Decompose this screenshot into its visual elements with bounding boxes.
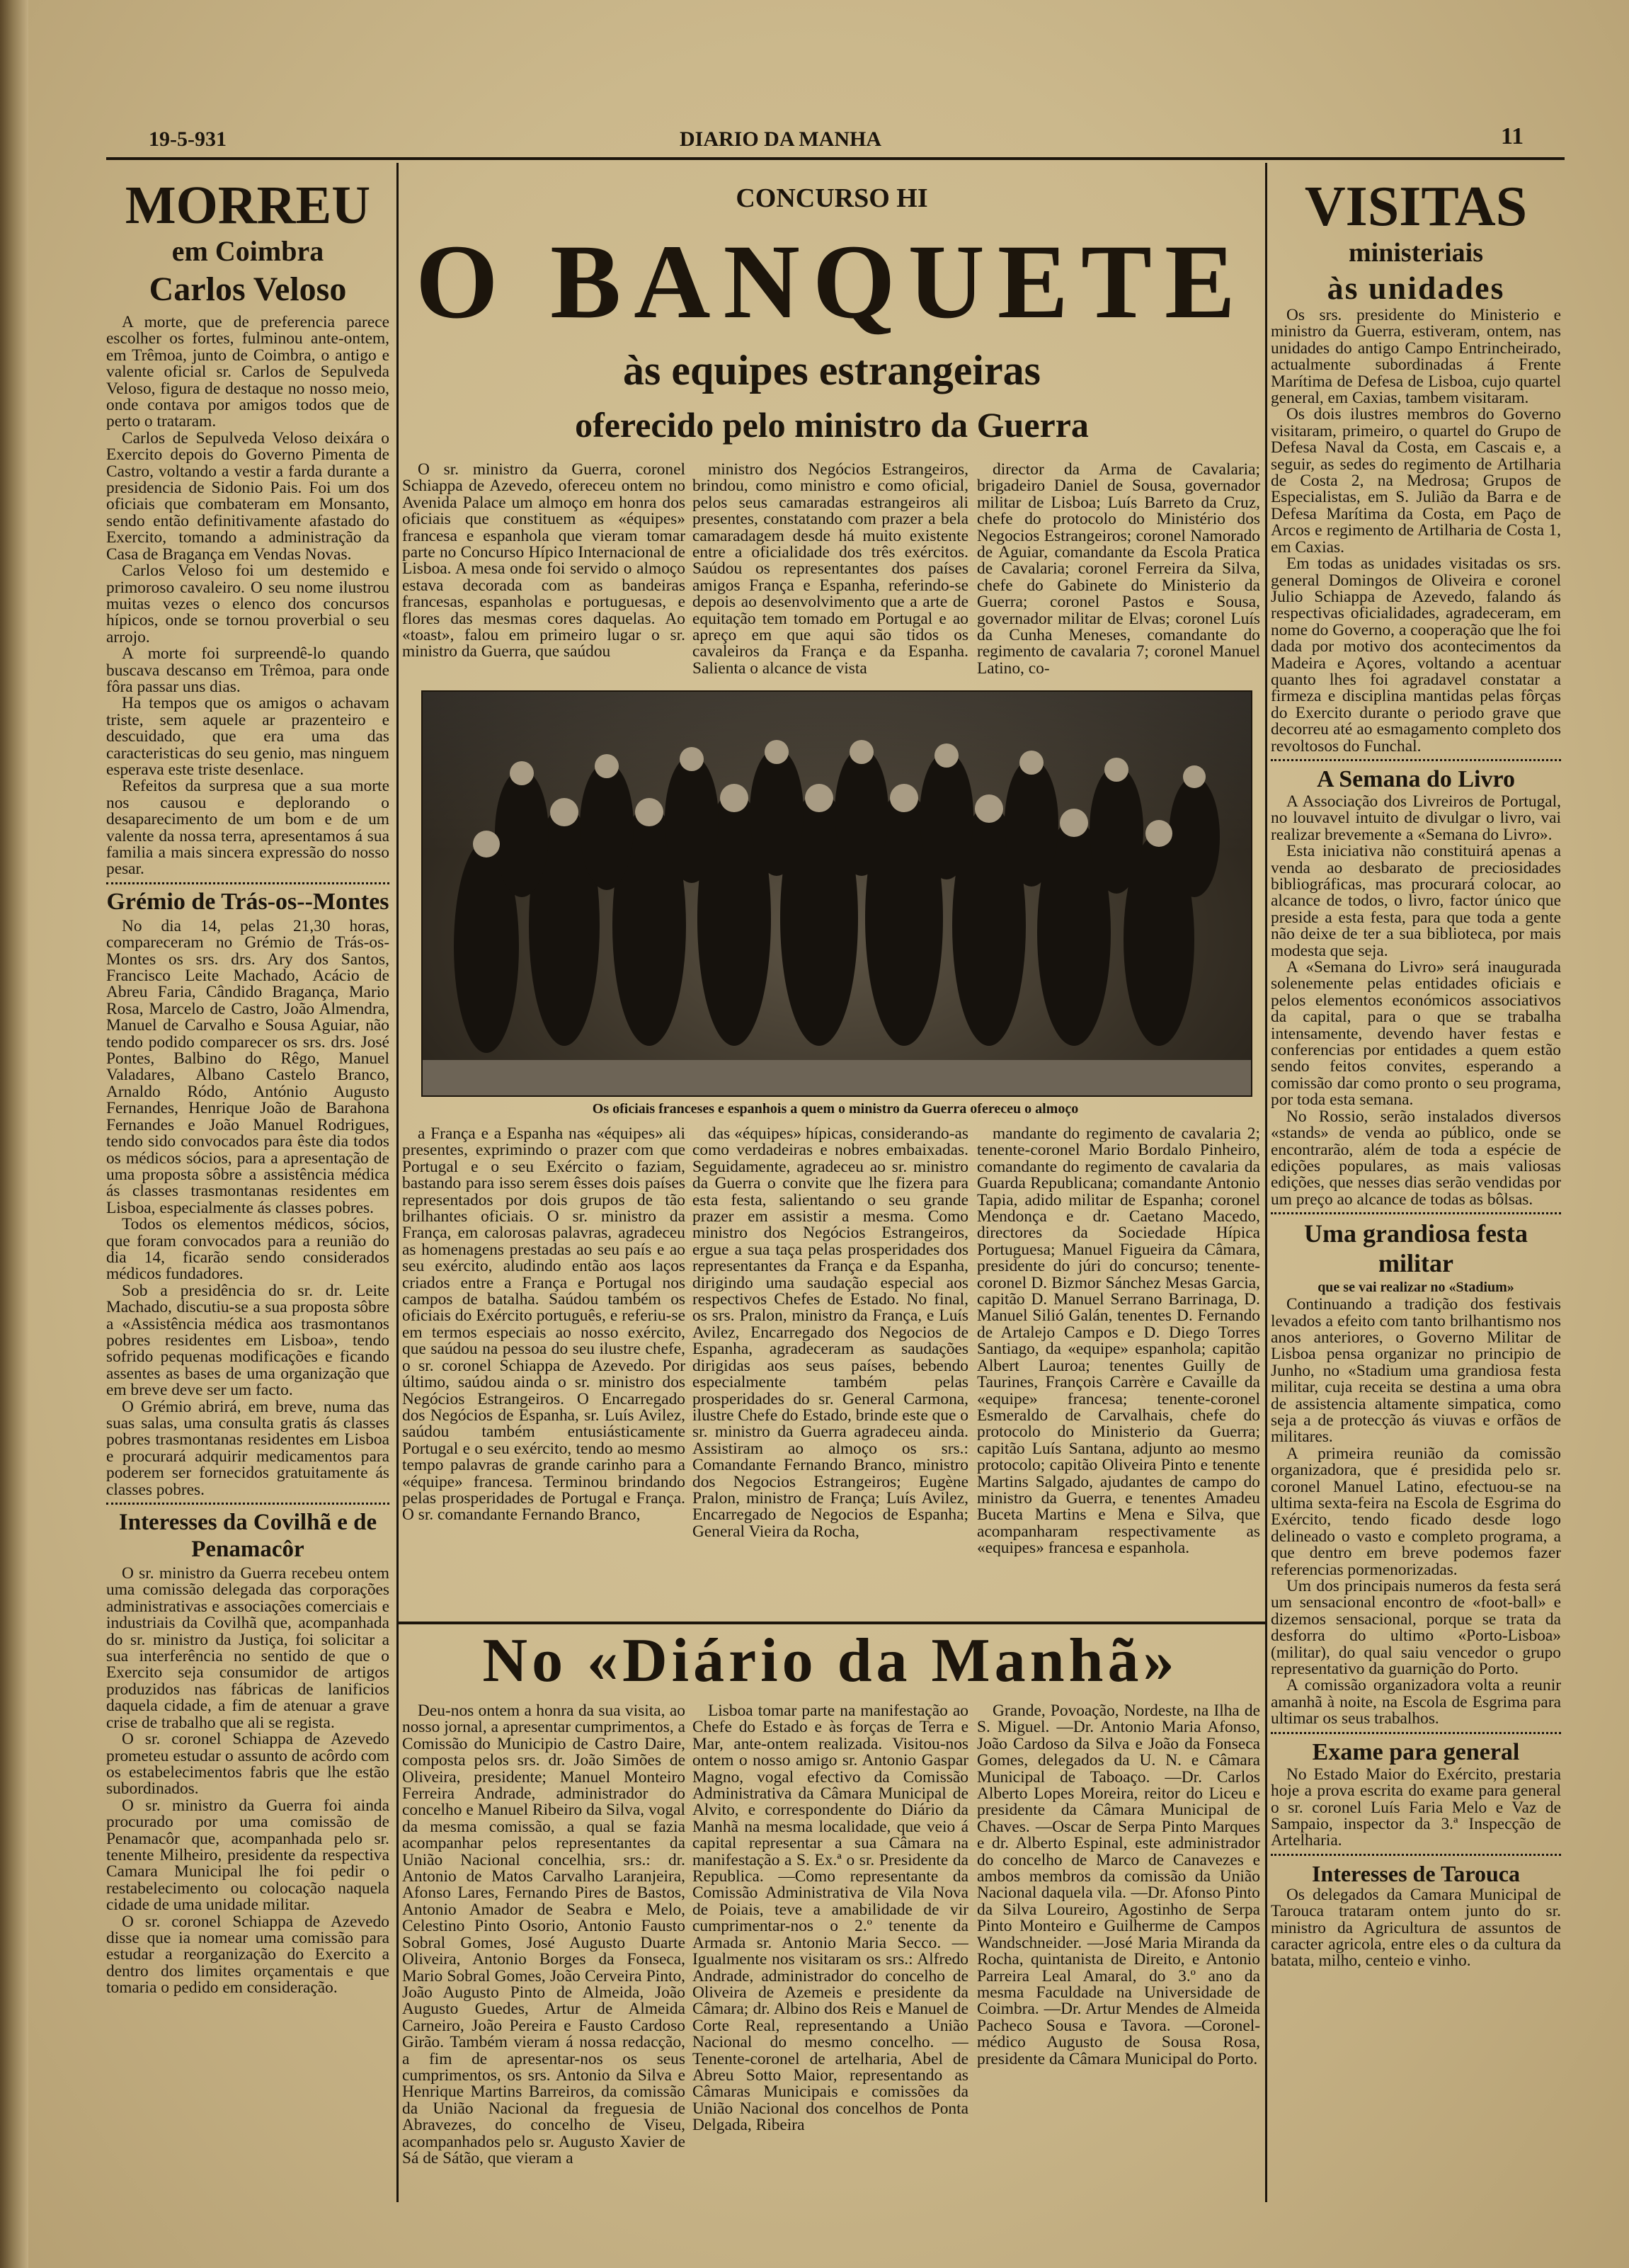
paragraph: No dia 14, pelas 21,30 horas, compareceram no Grémio de Trás-os-Montes os srs. drs. Ary dos Santos, Francisco Leite Machado, Acácio de Abreu Faria, Cândido Bragança, Mario Rosa, Marcelo de Castro, João Almendra, Manuel de Carvalho e Sousa Aguiar, não tendo podido comparecer os srs. drs. José Pontes, Balbino do Rêgo, Manuel Valadares, Albano Castelo Branco, Arnaldo Ródo, António Augusto Fernandes, Henrique João de Barahona Fernandes e João Manuel Rodrigues, tendo sido convocados para êste dia todos os médicos sócios, para a apresentação de uma proposta sôbre a assistência médica ás classes trasmontanas residentes em Lisboa, especialmente ás classes pobres. [106,916,389,1217]
paragraph: Os srs. presidente do Ministerio e ministro da Guerra, estiveram, ontem, nas unidades do antigo Campo Entrincheirado, actualmente subordinadas á Frente Marítima de Defesa de Lisboa, cujo quartel general, em Caxias, tambem visitaram. [1271,306,1561,408]
right-column [1271,177,1561,2202]
visitas-body [1271,307,1561,755]
paragraph: mandante do regimento de cavalaria 2; tenente-coronel Mario Bordalo Pinheiro, comandante do regimento de cavalaria da Guarda Republicana; comandante Antonio Tapia, adido militar de Espanha; coronel Mendonça e dr. Caetano Macedo, directores da Sociedade Hípica Portuguesa; Manuel Figueira da Câmara, presidente do júri do concurso; tenente-coronel D. Bizmor Sánchez Mesas Garcia, capitão D. Manuel Serrano Barrinaga, D. Manuel Silió Galán, tenentes D. Fernando de Artalejo Campos e D. Diego Torres Santiago, da «equipe» espanhola; capitão Albert Lauroa; tenentes Guilly de Taurines, François Carrère e Cavaille da «equipe» francesa; tenente-coronel Esmeraldo de Carvalhais, chefe do protocolo do Ministerio da Guerra; capitão Luís Santana, adjunto ao mesmo protocolo; capitão Oliveira Pinto e tenente Martins Salgado, ajudantes de campo do ministro da Guerra, e tenentes Amadeu Buceta Martins e Mena e Silva, que acompanharam respectivamente as «equipes» francesa e espanhola. [977,1126,1260,1558]
tarouca-body [1271,1887,1561,1970]
headline-tarouca: Interesses de Tarouca [1312,1860,1520,1886]
section-divider [106,882,389,884]
diario-col-1 [402,1703,685,2199]
photo-caption: Os oficiais franceses e espanhois a quem o ministro da Guerra ofereceu o almoço [592,1101,1079,1117]
headline-morreu: MORREU [125,177,371,235]
paragraph: ministro dos Negócios Estrangeiros, brindou, como ministro e como oficial, pelos seus camaradas estrangeiros ali presentes, constatando com prazer a bela camaradagem desde há muito existente entre a oficialidade dos três exércitos. Saúdou os representantes dos países amigos França e Espanha, referindo-se depois ao desenvolvimento que a arte de equitação tem tomado em Portugal e ao apreço em que aqui são tidos os cavaleiros da França e da Espanha. Salienta o alcance de vista [692,462,968,678]
banquete-col-5 [692,1126,968,1614]
banquete-col-2 [692,462,968,681]
paragraph: director da Arma de Cavalaria; brigadeiro Daniel de Sousa, governador militar de Lisboa; Luís Barreto da Cruz, chefe do protocolo do Ministério dos Negocios Estrangeiros; coronel Namorado de Aguiar, comandante da Escola Pratica de Cavalaria; coronel Ferreira da Silva, chefe do Gabinete do Ministerio da Guerra; coronel Pastos e Sousa, governador militar de Elvas; coronel Luís da Cunha Meneses, comandante do regimento de cavalaria 7; coronel Manuel Latino, co- [977,462,1260,678]
paragraph: A «Semana do Livro» será inaugurada solenemente pelas entidades oficiais e pelos elementos económicos associativos da capital, para o que se trabalha intensamente, devendo haver festas e conferencias por entidades a quem estão sendo feitos convites, esperando a comissão dar como pronto o seu programa, por toda esta semana. [1271,958,1561,1110]
obituary-body [106,314,389,878]
group-photo-figures [423,692,1251,1095]
section-divider [1271,1732,1561,1734]
banquete-col-4 [402,1126,685,1614]
kicker-concurso: CONCURSO HI [736,183,928,213]
kicker-stadium: que se vai realizar no «Stadium» [1318,1280,1514,1296]
paragraph: A morte, que de preferencia parece escolher os fortes, fulminou ante-ontem, em Trêmoa, junto de Coimbra, o antigo e valente oficial sr. Carlos de Sepulveda Veloso, figura de destaque no nosso meio, onde contava por amigos todos que de perto o trataram. [106,313,389,431]
right-column-rule [1265,163,1267,2202]
paragraph: O sr. ministro da Guerra, coronel Schiappa de Azevedo, ofereceu ontem no Avenida Palace um almoço em honra dos oficiais que constituem as «équipes» francesa e espanhola que vieram tomar parte no Concurso Hípico Internacional de Lisboa. A mesa onde foi servido o almoço estava decorada com as bandeiras francesas, espanholas e portuguesas, e flores das mesmas cores daquelas. Ao «toast», falou em primeiro lugar o sr. ministro da Guerra, que saúdou [402,462,685,661]
subhead-unidades: às unidades [1327,270,1505,306]
covilha-body [106,1566,389,1997]
paragraph: O sr. coronel Schiappa de Azevedo disse que ia nomear uma comissão para estudar a reorganização do Exercito a dentro dos limites orçamentais e que tomaria o pedido em consideração. [106,1912,389,1998]
headline-gremio: Grémio de Trás-os--Montes [106,888,389,915]
group-photo [421,690,1252,1097]
paragraph: Carlos Veloso foi um destemido e primoroso cavaleiro. O seu nome ilustrou muitas vezes o elenco dos concursos hípicos, onde se tornou proverbial o seu arrojo. [106,562,389,646]
section-divider [1271,759,1561,761]
paragraph: Todos os elementos médicos, sócios, que foram convocados para a reunião do dia 14, ficarão sendo considerados médicos fundadores. [106,1215,389,1284]
paragraph: A morte foi surpreendê-lo quando buscava descanso em Trêmoa, para onde fôra passar uns dias. [106,644,389,696]
gremio-body [106,918,389,1498]
banquete-col-1 [402,462,685,681]
subhead-equipes: às equipes estrangeiras [623,347,1041,394]
headline-o-banquete: O BANQUETE [415,223,1249,341]
paragraph: A comissão organizadora volta a reunir amanhã à noite, na Escola de Esgrima para ultimar os seus trabalhos. [1271,1676,1561,1728]
paragraph: O Grémio abrirá, em breve, numa das suas salas, uma consulta gratis ás classes pobres trasmontanas residentes em Lisboa e procurará adquirir medicamentos para poderem ser fornecidos gratuitamente ás classes pobres. [106,1397,389,1499]
paragraph: Os dois ilustres membros do Governo visitaram, primeiro, o quartel do Grupo de Defesa Naval da Costa, em Cascais e, a seguir, as sedes do regimento de Artilharia de Costa 2, na Medrosa; Grupos de Especialistas, em S. Julião da Barra e de Defesa Marítima da Costa, em Paço de Arcos e regimento de Artilharia de Costa 1, em Caxias. [1271,405,1561,557]
paragraph: Um dos principais numeros da festa será um sensacional encontro de «foot-ball» e dizemos sensacional, porque se trata da desforra do ultimo «Porto-Lisboa» (militar), do qual saiu vencedor o grupo representativo da guarnição do Porto. [1271,1577,1561,1679]
header-rule [106,157,1565,160]
subhead-carlos-veloso: Carlos Veloso [149,270,347,308]
subhead-em-coimbra: em Coimbra [171,235,324,267]
banquete-col-3 [977,462,1260,681]
paragraph: O sr. ministro da Guerra foi ainda procurado por uma comissão de Penamacôr que, acompanhada pelo sr. tenente Milheiro, presidente da respectiva Camara Municipal lhe foi pedir o restabelecimento ou colocação naquela cidade de uma unidade militar. [106,1796,389,1915]
paragraph: Lisboa tomar parte na manifestação ao Chefe do Estado e às forças de Terra e Mar, ante-ontem realizada. Visitou-nos ontem o nosso amigo sr. Antonio Gaspar Magno, vogal efectivo da Comissão Administrativa da Câmara Municipal de Alvito, e correspondente do Diário da Manhã na mesma localidade, que veio á capital representar a sua Câmara na manifestação a S. Ex.ª o sr. Presidente da Republica. —Como representante da Comissão Administrativa de Vila Nova de Poiais, teve a amabilidade de vir cumprimentar-nos o 2.º tenente da Armada sr. Antonio Maria Secco. —Igualmente nos visitaram os srs.: Alfredo Andrade, administrador do concelho de Oliveira de Azemeis e presidente da Câmara; dr. Albino dos Reis e Manuel de Corte Real, representando a União Nacional do mesmo concelho. — Tenente-coronel de artelharia, Abel de Abreu Sotto Maior, representando as Câmaras Municipais e comissões da União Nacional dos concelhos de Ponta Delgada, Ribeira [692,1703,968,2135]
paragraph: Carlos de Sepulveda Veloso deixára o Exercito depois do Governo Pimenta de Castro, voltando a vestir a farda durante a presidencia de Sidonio Pais. Foi um dos oficiais que combateram em Monsanto, sendo então definitivamente afastado do Exercito, tomando a administração da Casa de Bragança em Vendas Novas. [106,428,389,564]
paragraph: Esta iniciativa não constituirá apenas a venda ao desbarato de preciosidades bibliográficas, mas procurará colocar, ao alcance de todos, o livro, factor único que preside a esta festa, para que toda a gente não deixe de ter a sua biblioteca, por mais modesta que seja. [1271,842,1561,960]
paragraph: Os delegados da Camara Municipal de Tarouca trataram ontem junto do sr. ministro da Agricultura de assuntos de caracter agricola, entre eles o da cultura da batata, milho, centeio e vinho. [1271,1885,1561,1971]
binding-spine [0,0,28,2268]
headline-covilha: Interesses da Covilhã e de Penamacôr [118,1510,377,1563]
issue-date: 19-5-931 [149,127,227,151]
left-column [106,177,389,2202]
subhead-ministeriais: ministeriais [1349,238,1483,268]
section-divider [106,1503,389,1505]
headline-visitas: VISITAS [1304,177,1528,238]
paragraph: No Estado Maior do Exército, prestaria hoje a prova escrita do exame para general o sr. coronel Luís Faria Melo e Vaz de Sampaio, inspector da 3.ª Inspecção de Artelharia. [1271,1765,1561,1850]
section-divider [1271,1854,1561,1856]
headline-semana-livro: A Semana do Livro [1317,765,1515,792]
paragraph: Ha tempos que os amigos o achavam triste, sem aquele ar prazenteiro e descuidado, que era uma das caracteristicas do seu genio, mas ninguem esperava este triste desenlace. [106,694,389,779]
diario-col-2 [692,1703,968,2199]
subhead-ministro-guerra: oferecido pelo ministro da Guerra [575,405,1089,445]
paragraph: Em todas as unidades visitadas os srs. general Domingos de Oliveira e coronel Julio Schiappa de Azevedo, falando ás respectivas oficialidades, agradeceram, em nome do Governo, a cooperação que lhe foi dada por motivo dos acontecimentos da Madeira e Açores, voltando a acentuar quanto lhes foi agradavel constatar a firmeza e disciplina mantidas pelas fôrças do Exercito durante o periodo grave que decorreu até ao esmagamento completo dos revoltosos do Funchal. [1271,554,1561,756]
paragraph: Grande, Povoação, Nordeste, na Ilha de S. Miguel. —Dr. Antonio Maria Afonso, João Cardoso da Silva e João da Fonseca Gomes, delegados da U. N. e Câmara Municipal de Taboaço. —Dr. Carlos Alberto Lopes Moreira, reitor do Liceu e presidente da Câmara Municipal de Chaves. —Oscar de Serpa Pinto Marques e dr. Alberto Espinal, este administrador do concelho de Marco de Canavezes e ambos membros da comissão da União Nacional daquela vila. —Dr. Afonso Pinto da Silva Loureiro, Agostinho de Serpa Pinto Monteiro e Guilherme de Campos Wandschneider. —José Maria Miranda da Rocha, quintanista de Direito, e Antonio Parreira Leal Amaral, do 3.º ano da mesma Faculdade na Universidade de Coimbra. —Dr. Artur Mendes de Almeida Pacheco Sousa e Tavora. —Coronel-médico Augusto de Sousa Rosa, presidente da Câmara Municipal do Porto. [977,1703,1260,2068]
exame-body [1271,1767,1561,1850]
livro-body [1271,794,1561,1208]
section-rule [398,1622,1265,1624]
paragraph: A primeira reunião da comissão organizadora, que é presidida pelo sr. coronel Manuel Latino, efectuou-se na ultima sexta-feira na Escola de Esgrima do Exército, tendo ficado desde logo delineado o vasto e completo programa, a que dentro em breve podemos fazer referencias pormenorizadas. [1271,1444,1561,1579]
paragraph: A Associação dos Livreiros de Portugal, no louvavel intuito de divulgar o livro, vai realizar brevemente a «Semana do Livro». [1271,792,1561,844]
section-divider [1271,1212,1561,1214]
paragraph: Continuando a tradição dos festivais levados a efeito com tanto brilhantismo nos anos anteriores, o Governo Militar de Lisboa pensa organizar no principio de Junho, no «Stadium uma grandiosa festa militar, cuja receita se destina a uma obra de assistencia altamente simpatica, como seja a de protecção ás viuvas e orfãos de militares. [1271,1295,1561,1447]
paragraph: O sr. ministro da Guerra recebeu ontem uma comissão delegada das corporações administrativas e associações comerciais e industriais da Covilhã que, acompanhada do sr. ministro da Justiça, foi solicitar a sua interferência no sentido de que o Exercito seja consumidor de artigos produzidos nas fábricas de lanificios daquela cidade, a fim de atenuar a grave crise de trabalho que ali se regista. [106,1564,389,1732]
headline-festa-militar: Uma grandiosa festa militar [1304,1219,1528,1278]
paragraph: Refeitos da surpresa que a sua morte nos causou e deplorando o desaparecimento de um bom e de um valente da nossa terra, apresentamos á sua familia a mais sincera expressão do nosso pesar. [106,777,389,879]
paragraph: Sob a presidência do sr. dr. Leite Machado, discutiu-se a sua proposta sôbre a «Assistência médica aos trasmontanos pobres residentes em Lisboa», tendo sofrido pequenas modificações e ficando assentes as bases de uma organização que em breve deve ser um facto. [106,1281,389,1400]
banquete-col-6 [977,1126,1260,1614]
paragraph: O sr. coronel Schiappa de Azevedo prometeu estudar o assunto de acôrdo com os estabelecimentos fabris que lhe estão subordinados. [106,1730,389,1799]
paragraph: a França e a Espanha nas «équipes» ali presentes, exprimindo o prazer com que Portugal e o seu Exército o faziam, bastando para isso serem êsses dois países representados por dois grupos de tão brilhantes oficiais. O sr. ministro da França, em calorosas palavras, agradeceu as homenagens prestadas ao seu país e ao seu exército, aludindo então aos laços criados entre a França e Portugal nos campos de batalha. Saúdou também os oficiais do Exército português, e referiu-se em termos especiais ao nosso exército, que saúdou na pessoa do seu ilustre chefe, o sr. coronel Schiappa de Azevedo. Por último, saúdou ainda o sr. ministro dos Negócios Estrangeiros. O Encarregado dos Negócios de Espanha, sr. Luís Avilez, saúdou também entusiásticamente Portugal e o seu exército, tendo ao mesmo tempo palavras de grande carinho para a «équipe» francesa. Terminou brindando pelas prosperidades de Portugal e França. O sr. comandante Fernando Branco, [402,1126,685,1525]
page-number: 11 [1501,123,1524,149]
festa-body [1271,1297,1561,1728]
paragraph: das «équipes» hípicas, considerando-as como verdadeiras e nobres embaixadas. Seguidamente, agradeceu ao sr. ministro da Guerra o convite que lhe fizera para esta festa, salientando o seu grande prazer em assistir a mesma. Como ministro dos Negócios Estrangeiros, ergue a sua taça pelas prosperidades dos representantes da França e da Espanha, dirigindo uma saudação especial aos respectivos Chefes de Estado. No final, os srs. Pralon, ministro da França, e Luís Avilez, Encarregado dos Negocios de Espanha, agradeceram as saudações dirigidas aos seus países, bebendo especialmente também pelas prosperidades do sr. General Carmona, ilustre Chefe do Estado, brinde este que o sr. ministro da Guerra agradeceu ainda. Assistiram ao almoço os srs.: Comandante Fernando Branco, ministro dos Negocios Estrangeiros; Eugène Pralon, ministro de França; Luís Avilez, Encarregado de Negocios de Espanha; General Vieira da Rocha, [692,1126,968,1541]
paragraph: Deu-nos ontem a honra da sua visita, ao nosso jornal, a apresentar cumprimentos, a Comissão do Municipio de Castro Daire, composta pelos srs. dr. João Simões de Oliveira, presidente; Manuel Monteiro Ferreira Andrade, administrador do concelho e Manuel Ribeiro da Silva, vogal da mesma comissão, a qual se fazia acompanhar pelos representantes da União Nacional concelhia, srs.: dr. Antonio de Matos Carvalho Laranjeira, Afonso Lares, Fernando Pires de Bastos, Antonio Amador de Seabra e Melo, Celestino Pinto Osorio, Antonio Fausto Sobral Gomes, José Augusto Duarte Oliveira, Antonio Borges da Fonseca, Mario Sobral Gomes, João Cerveira Pinto, João Augusto Pinto de Almeida, João Augusto Guedes, Artur de Almeida Carneiro, João Pereira e Fausto Cardoso Girão. Também vieram á nossa redacção, a fim de apresentar-nos os seus cumprimentos, os srs. Antonio da Silva e Henrique Martins Barreiros, da comissão da União Nacional da freguesia de Abravezes, do concelho de Viseu, acompanhados pelo sr. Augusto Xavier de Sá de Sátão, que vieram a [402,1703,685,2167]
diario-col-3 [977,1703,1260,2199]
paragraph: No Rossio, serão instalados diversos «stands» de venda ao público, onde se encontrarão, além de toda a espécie de edições populares, as mais valiosas edições, que nesses dias serão vendidas por um preço ao alcance de todas as bôlsas. [1271,1107,1561,1209]
masthead: DIARIO DA MANHA [680,127,881,151]
headline-exame-general: Exame para general [1312,1738,1520,1765]
left-column-rule [396,163,399,2202]
headline-diario: No «Diário da Manhã» [482,1626,1179,1695]
